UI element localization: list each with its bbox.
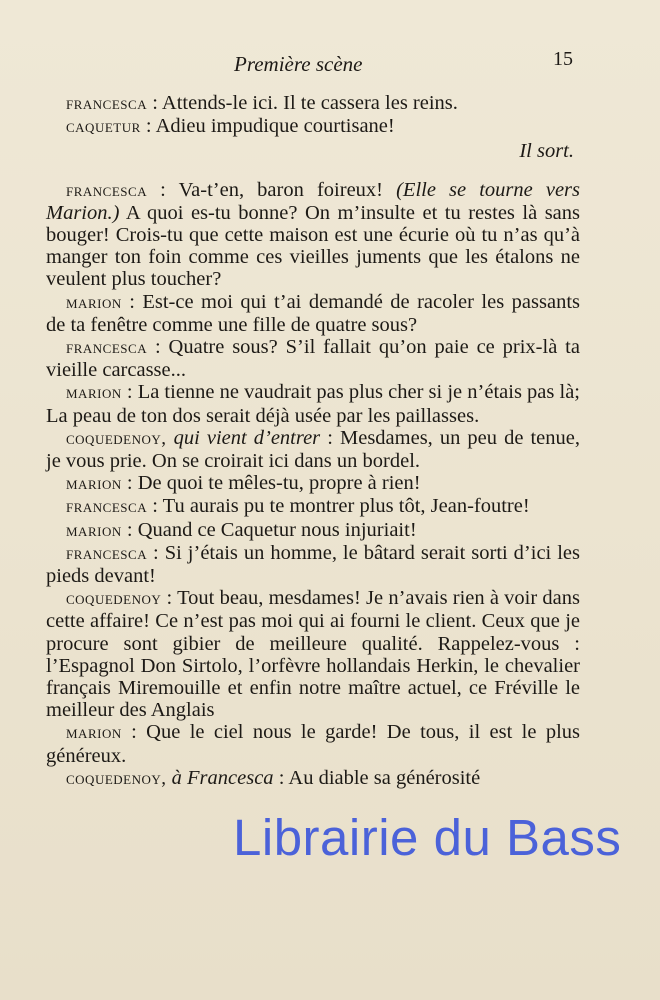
speaker-name: caquetur bbox=[66, 116, 141, 138]
dialogue-line: francesca : Si j’étais un homme, le bâtard serait sorti d’ici les pieds devant! bbox=[46, 541, 580, 588]
dialogue-text: Au diable sa générosité bbox=[288, 766, 481, 789]
dialogue-text: Quatre sous? S’il fallait qu’on paie ce prix-là ta vieille carcasse... bbox=[46, 336, 580, 382]
speaker-name: coquedenoy bbox=[66, 588, 162, 610]
dialogue-text: La tienne ne vaudrait pas plus cher si je n’étais pas là; La peau de ton dos serait déjà usée par les paillasses. bbox=[46, 381, 580, 427]
dialogue-line: marion : Quand ce Caquetur nous injuriait! bbox=[66, 518, 417, 541]
dialogue-line: marion : La tienne ne vaudrait pas plus cher si je n’étais pas là; La peau de ton dos serait déjà usée par les paillasses. bbox=[46, 381, 580, 427]
dialogue-text: Tu aurais pu te montrer plus tôt, Jean-foutre! bbox=[162, 495, 530, 518]
dialogue-text: Attends-le ici. Il te cassera les reins. bbox=[161, 92, 458, 114]
dialogue-text: Quand ce Caquetur nous injuriait! bbox=[137, 518, 417, 541]
dialogue-line: coquedenoy : Tout beau, mesdames! Je n’avais rien à voir dans cette affaire! Ce n’est pas moi qui ai fourni le client. Ceux que je procure sont gibier de meilleure qualité. Rappelez-vous : l’Espagnol Don Sirtolo, l’orfèvre hollandais Herkin, le chevalier français Miremouille et enfin notre maître actuel, ce Fréville le meilleur des Anglais bbox=[46, 587, 580, 722]
speaker-name: francesca bbox=[66, 542, 148, 564]
dialogue-text: Si j’étais un homme, le bâtard serait sorti d’ici les pieds devant! bbox=[46, 541, 580, 588]
stage-direction: (Elle se tourne vers Marion.) bbox=[46, 178, 581, 224]
dialogue-line: francesca : Quatre sous? S’il fallait qu’on paie ce prix-là ta vieille carcasse... bbox=[46, 336, 580, 382]
speaker-name: marion bbox=[66, 722, 122, 744]
dialogue-text: Mesdames, un peu de tenue, je vous prie. On se croirait ici dans un bordel. bbox=[46, 426, 581, 473]
dialogue-line: marion : De quoi te mêles-tu, propre à rien! bbox=[66, 472, 421, 495]
speaker-name: marion bbox=[66, 519, 122, 541]
dialogue-text: Va-t’en, baron foireux! bbox=[178, 178, 397, 201]
dialogue-line: marion : Est-ce moi qui t’ai demandé de racoler les passants de ta fenêtre comme une fille de quatre sous? bbox=[46, 290, 580, 336]
dialogue-line: coquedenoy, à Francesca : Au diable sa générosité bbox=[66, 766, 481, 789]
stage-direction: qui vient d’entrer bbox=[166, 426, 321, 449]
speaker-name: francesca bbox=[66, 179, 148, 201]
speaker-name: francesca bbox=[66, 337, 148, 359]
dialogue-text: De quoi te mêles-tu, propre à rien! bbox=[137, 472, 421, 495]
watermark: Librairie du Bass bbox=[233, 809, 622, 866]
dialogue-text: Que le ciel nous le garde! De tous, il est le plus généreux. bbox=[46, 721, 580, 767]
dialogue-text: Tout beau, mesdames! Je n’avais rien à voir dans cette affaire! Ce n’est pas moi qui ai fourni le client. Ceux que je procure sont gibier de meilleure qualité. Rappelez-vous : l’Espagnol Don Sirtolo, l’orfèvre hollandais Herkin, le chevalier français Miremouille et enfin notre maître actuel, ce Fréville le meilleur des Anglais bbox=[46, 587, 580, 722]
page-number: 15 bbox=[553, 48, 573, 70]
dialogue-text: A quoi es-tu bonne? On m’insulte et tu restes là sans bouger! Crois-tu que cette maison est une écurie où tu n’as qu’à manger ton foin comme ces vieilles juments que les étalons ne veulent plus toucher? bbox=[46, 201, 580, 291]
dialogue-text: Adieu impudique courtisane! bbox=[155, 115, 395, 138]
speaker-name: marion bbox=[66, 473, 122, 495]
speaker-name: coquedenoy, bbox=[66, 427, 167, 449]
dialogue-line: marion : Que le ciel nous le garde! De tous, il est le plus généreux. bbox=[46, 721, 580, 767]
dialogue-line: francesca : Va-t’en, baron foireux! (Elle se tourne vers Marion.) A quoi es-tu bonne? On m’insulte et tu restes là sans bouger! Crois-tu que cette maison est une écurie où tu n’as qu’à manger ton foin comme ces vieilles juments que les étalons ne veulent plus toucher? bbox=[46, 178, 581, 291]
dialogue-line: francesca : Tu aurais pu te montrer plus tôt, Jean-foutre! bbox=[66, 495, 530, 518]
speaker-name: francesca bbox=[66, 496, 148, 518]
stage-direction: Il sort. bbox=[519, 140, 574, 163]
play-text bbox=[46, 92, 580, 790]
dialogue-line: francesca : Attends-le ici. Il te cassera les reins. bbox=[66, 92, 458, 114]
speaker-name: marion bbox=[66, 291, 122, 313]
speaker-name: francesca bbox=[66, 93, 148, 114]
running-header: Première scène bbox=[234, 52, 363, 76]
speaker-name: marion bbox=[66, 382, 122, 404]
dialogue-line: caquetur : Adieu impudique courtisane! bbox=[66, 115, 395, 138]
speaker-name: coquedenoy, bbox=[66, 767, 167, 789]
dialogue-line: coquedenoy, qui vient d’entrer : Mesdames, un peu de tenue, je vous prie. On se croirait ici dans un bordel. bbox=[46, 426, 581, 473]
dialogue-text: Est-ce moi qui t’ai demandé de racoler les passants de ta fenêtre comme une fille de quatre sous? bbox=[46, 290, 580, 336]
stage-direction: à Francesca bbox=[166, 766, 274, 789]
